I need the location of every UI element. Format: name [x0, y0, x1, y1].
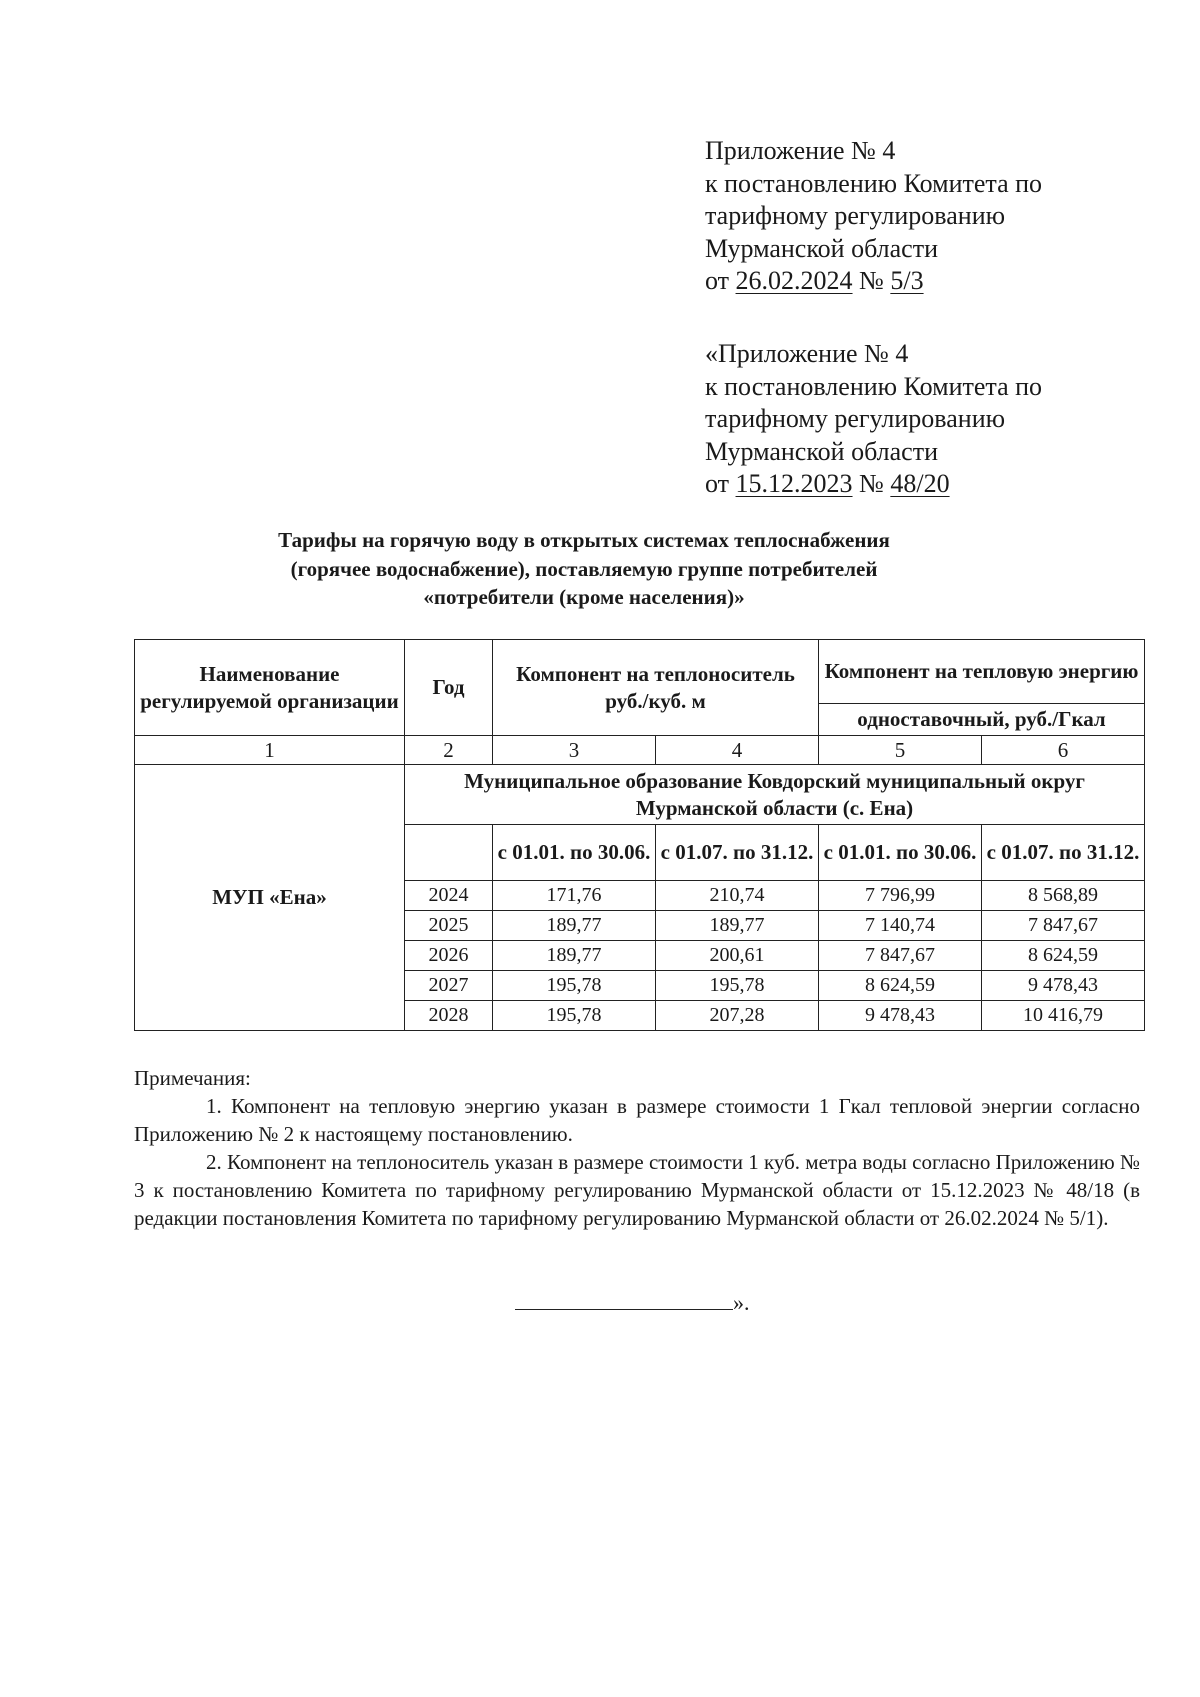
notes-title: Примечания:	[134, 1066, 251, 1090]
value-cell: 9 478,43	[982, 971, 1145, 1001]
appendix-line: к постановлению Комитета по	[705, 168, 1043, 198]
period-empty	[405, 825, 493, 881]
value-cell: 207,28	[656, 1001, 819, 1031]
value-cell: 210,74	[656, 881, 819, 911]
period-header: с 01.01. по 30.06.	[819, 825, 982, 881]
header-year: Год	[405, 640, 493, 736]
appendix-date-line	[705, 468, 1042, 501]
appendix-line: Мурманской области	[705, 233, 938, 263]
table-title	[134, 526, 1034, 612]
year-cell: 2024	[405, 881, 493, 911]
year-cell: 2025	[405, 911, 493, 941]
table-title-line: «потребители (кроме населения)»	[423, 585, 745, 609]
region-row: Муниципальное образование Ковдорский муниципальный округ Мурманской области (с. Ена)	[405, 765, 1145, 825]
appendix-date-line	[705, 265, 1042, 298]
appendix-title: Приложение № 4	[705, 136, 896, 165]
period-header: с 01.01. по 30.06.	[493, 825, 656, 881]
col-number: 6	[982, 736, 1145, 765]
header-org: Наименование регулируемой организации	[135, 640, 405, 736]
period-header: с 01.07. по 31.12.	[656, 825, 819, 881]
value-cell: 195,78	[493, 1001, 656, 1031]
appendix-no-sign: №	[859, 266, 884, 295]
year-cell: 2026	[405, 941, 493, 971]
value-cell: 189,77	[656, 911, 819, 941]
header-coolant: Компонент на теплоноситель руб./куб. м	[493, 640, 819, 736]
value-cell: 171,76	[493, 881, 656, 911]
table-title-line: Тарифы на горячую воду в открытых системах теплоснабжения	[278, 528, 890, 552]
col-number: 5	[819, 736, 982, 765]
value-cell: 195,78	[493, 971, 656, 1001]
period-header: с 01.07. по 31.12.	[982, 825, 1145, 881]
closing-mark	[515, 1290, 750, 1316]
col-number: 3	[493, 736, 656, 765]
appendix-header-current	[705, 135, 1042, 298]
appendix-line: к постановлению Комитета по	[705, 371, 1043, 401]
tariff-table	[134, 639, 1145, 1031]
appendix-date: 26.02.2024	[735, 266, 853, 295]
note-item: 1. Компонент на тепловую энергию указан в размере стоимости 1 Гкал тепловой энергии согласно Приложению № 2 к настоящему постановлению.	[134, 1094, 1140, 1146]
appendix-from: от	[705, 469, 730, 498]
appendix-number: 5/3	[890, 266, 924, 295]
value-cell: 7 796,99	[819, 881, 982, 911]
value-cell: 195,78	[656, 971, 819, 1001]
value-cell: 189,77	[493, 911, 656, 941]
col-number: 1	[135, 736, 405, 765]
appendix-title: «Приложение № 4	[705, 339, 909, 368]
appendix-number: 48/20	[890, 469, 950, 498]
value-cell: 8 624,59	[819, 971, 982, 1001]
header-heat: Компонент на тепловую энергию	[819, 640, 1145, 704]
appendix-no-sign: №	[859, 469, 884, 498]
col-number: 2	[405, 736, 493, 765]
appendix-line: тарифному регулированию	[705, 404, 1006, 433]
value-cell: 7 847,67	[819, 941, 982, 971]
appendix-date: 15.12.2023	[735, 469, 853, 498]
value-cell: 7 140,74	[819, 911, 982, 941]
org-name: МУП «Ена»	[135, 765, 405, 1031]
signature-line	[515, 1308, 733, 1310]
notes-section	[134, 1064, 1140, 1232]
value-cell: 200,61	[656, 941, 819, 971]
closing-quote: ».	[733, 1290, 750, 1315]
table-title-line: (горячее водоснабжение), поставляемую группе потребителей	[290, 556, 878, 581]
value-cell: 189,77	[493, 941, 656, 971]
appendix-line: Мурманской области	[705, 436, 938, 466]
col-number: 4	[656, 736, 819, 765]
header-heat-sub: одноставочный, руб./Гкал	[819, 704, 1145, 736]
value-cell: 7 847,67	[982, 911, 1145, 941]
year-cell: 2027	[405, 971, 493, 1001]
value-cell: 9 478,43	[819, 1001, 982, 1031]
value-cell: 8 568,89	[982, 881, 1145, 911]
appendix-line: тарифному регулированию	[705, 201, 1006, 230]
appendix-header-original	[705, 338, 1042, 501]
year-cell: 2028	[405, 1001, 493, 1031]
note-item: 2. Компонент на теплоноситель указан в размере стоимости 1 куб. метра воды согласно Приложению № 3 к постановлению Комитета по тарифному регулированию Мурманской области от 15.12.2023 № 48/18 (в редакции постановления Комитета по тарифному регулированию Мурманской области от 26.02.2024 № 5/1).	[134, 1150, 1140, 1230]
appendix-from: от	[705, 266, 730, 295]
value-cell: 8 624,59	[982, 941, 1145, 971]
value-cell: 10 416,79	[982, 1001, 1145, 1031]
